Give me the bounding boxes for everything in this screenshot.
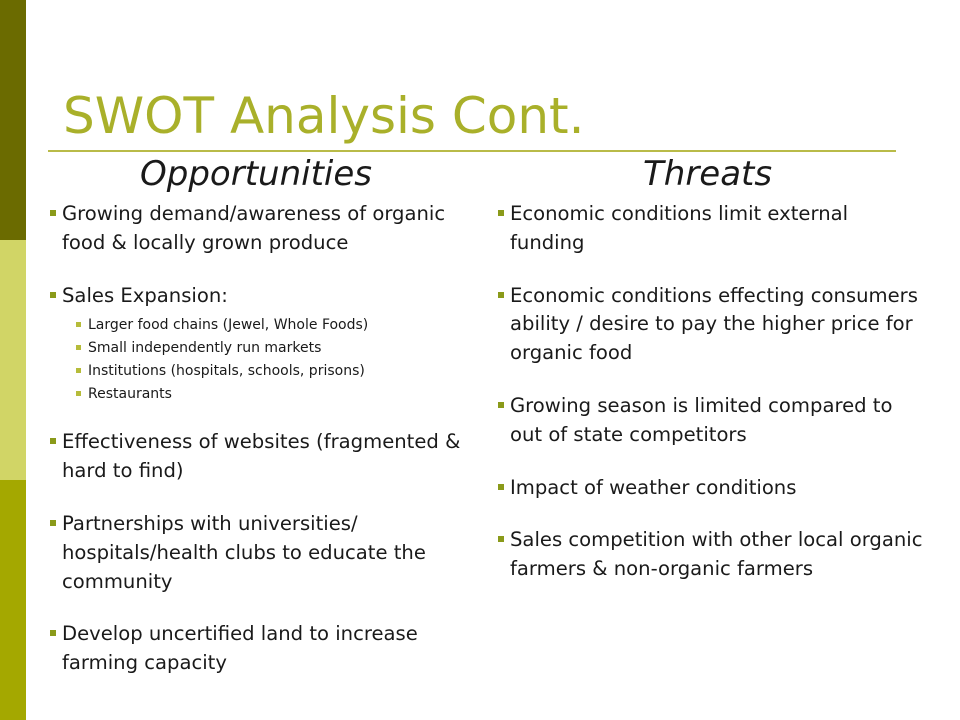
- list-item: [50, 428, 465, 486]
- sub-bullet-icon: [76, 345, 81, 350]
- bullet-icon: [498, 484, 504, 490]
- sub-list-item-text: Small independently run markets: [88, 340, 322, 357]
- list-item-text: Growing demand/awareness of organic food & locally grown produce: [62, 202, 446, 254]
- list-item: [498, 526, 928, 584]
- bullet-icon: [50, 630, 56, 636]
- list-item: [498, 474, 928, 503]
- list-item: [50, 200, 465, 258]
- opportunities-list: [50, 200, 465, 678]
- list-item-text: Economic conditions effecting consumers ability / desire to pay the higher price for organic food: [510, 283, 918, 365]
- list-item: [50, 510, 465, 596]
- bullet-icon: [498, 292, 504, 298]
- list-item-text: Impact of weather conditions: [510, 475, 797, 499]
- sidebar-accent: [0, 0, 26, 720]
- slide-title: SWOT Analysis Cont.: [63, 87, 585, 145]
- sub-bullet-icon: [76, 322, 81, 327]
- bullet-icon: [50, 292, 56, 298]
- threats-list: [498, 200, 928, 584]
- list-item: [50, 620, 465, 678]
- sidebar-segment-middle: [0, 240, 26, 480]
- threats-heading: Threats: [643, 154, 773, 194]
- sub-list-item-text: Institutions (hospitals, schools, prisons): [88, 363, 365, 380]
- threats-column: [498, 200, 928, 608]
- opportunities-heading: Opportunities: [140, 154, 372, 194]
- bullet-icon: [50, 520, 56, 526]
- list-item: [498, 392, 928, 450]
- list-item-text: Economic conditions limit external funding: [510, 202, 849, 254]
- list-item-text: Growing season is limited compared to out of state competitors: [510, 393, 893, 446]
- list-item: [498, 200, 928, 258]
- list-item-text: Develop uncertified land to increase farming capacity: [62, 622, 418, 675]
- list-item-text: Effectiveness of websites (fragmented & hard to find): [62, 430, 461, 483]
- sidebar-segment-bottom: [0, 480, 26, 720]
- sub-bullet-icon: [76, 368, 81, 373]
- opportunities-column: [50, 200, 465, 702]
- sub-list-item-text: Larger food chains (Jewel, Whole Foods): [88, 317, 369, 334]
- sub-list-item: [62, 314, 465, 337]
- sub-list-item-text: Restaurants: [88, 386, 172, 403]
- sub-list-item: [62, 337, 465, 360]
- sidebar-segment-top: [0, 0, 26, 240]
- sub-list-item: [62, 360, 465, 383]
- list-item-text: Partnerships with universities/ hospitals/health clubs to educate the community: [62, 511, 426, 593]
- bullet-icon: [498, 210, 504, 216]
- bullet-icon: [50, 438, 56, 444]
- bullet-icon: [498, 402, 504, 408]
- bullet-icon: [498, 536, 504, 542]
- bullet-icon: [50, 210, 56, 216]
- sub-bullet-icon: [76, 391, 81, 396]
- list-item: [498, 282, 928, 368]
- sub-list-item: [62, 383, 465, 406]
- list-item-text: Sales competition with other local organic farmers & non-organic farmers: [510, 528, 923, 581]
- list-item-text: Sales Expansion:: [62, 283, 228, 307]
- list-item: [50, 282, 465, 407]
- sub-list: [62, 314, 465, 406]
